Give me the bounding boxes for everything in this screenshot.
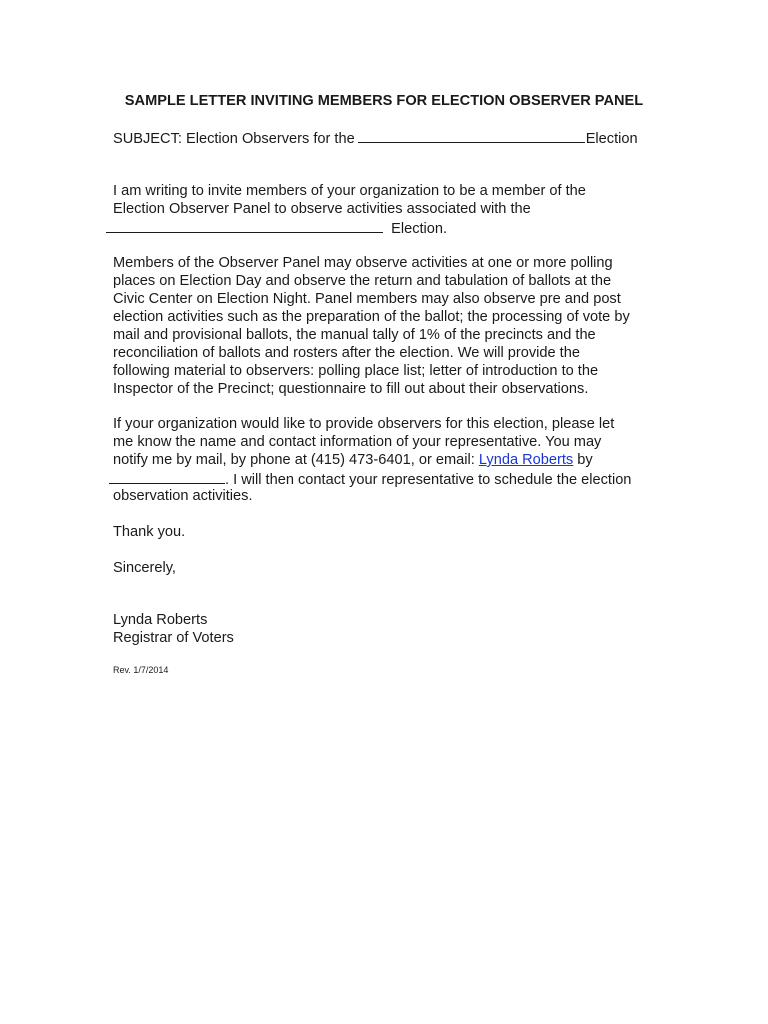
- thank-you-line: Thank you.: [113, 524, 186, 540]
- paragraph-line: If your organization would like to provide observers for this election, please let: [113, 416, 615, 432]
- sincerely-line: Sincerely,: [113, 560, 176, 576]
- election-suffix: Election.: [391, 221, 448, 237]
- subject-suffix: Election: [585, 131, 638, 147]
- email-link[interactable]: Lynda Roberts: [478, 452, 574, 468]
- contact-by-text: by: [573, 452, 593, 468]
- paragraph-line: [106, 218, 673, 236]
- revision-date: Rev. 1/7/2014: [113, 665, 169, 675]
- paragraph-line: me know the name and contact information of your representative. You may: [113, 434, 602, 450]
- schedule-text: . I will then contact your representative to schedule the election: [225, 472, 632, 488]
- document-title: [0, 92, 768, 110]
- paragraph-line: Election Observer Panel to observe activities associated with the: [113, 201, 531, 217]
- paragraph-line: Members of the Observer Panel may observe activities at one or more polling: [113, 255, 613, 271]
- paragraph-line: [109, 469, 673, 487]
- observer-panel-paragraph: [113, 254, 673, 398]
- paragraph-line: Inspector of the Precinct; questionnaire to fill out about their observations.: [113, 381, 589, 397]
- paragraph-line: observation activities.: [113, 488, 253, 504]
- paragraph-line: places on Election Day and observe the return and tabulation of ballots at the: [113, 273, 612, 289]
- signer-title: Registrar of Voters: [113, 630, 234, 646]
- subject-prefix: SUBJECT: Election Observers for the: [113, 131, 355, 147]
- contact-paragraph: [113, 415, 673, 505]
- contact-text: notify me by mail, by phone at (415) 473-6401, or email:: [113, 452, 479, 468]
- paragraph-line: [113, 451, 673, 469]
- signer-name: Lynda Roberts: [113, 612, 208, 628]
- election-blank: [106, 218, 383, 233]
- paragraph-line: mail and provisional ballots, the manual tally of 1% of the precincts and the: [113, 327, 596, 343]
- invitation-paragraph: [113, 182, 673, 236]
- election-name-blank: [358, 128, 585, 143]
- paragraph-line: Civic Center on Election Night. Panel members may also observe pre and post: [113, 291, 621, 307]
- subject-line: [113, 128, 638, 148]
- document-title-text: SAMPLE LETTER INVITING MEMBERS FOR ELECTION OBSERVER PANEL: [124, 93, 644, 109]
- date-blank: [109, 469, 225, 484]
- paragraph-line: I am writing to invite members of your organization to be a member of the: [113, 183, 586, 199]
- paragraph-line: reconciliation of ballots and rosters after the election. We will provide the: [113, 345, 580, 361]
- paragraph-line: following material to observers: polling place list; letter of introduction to the: [113, 363, 599, 379]
- paragraph-line: election activities such as the preparation of the ballot; the processing of vote by: [113, 309, 630, 325]
